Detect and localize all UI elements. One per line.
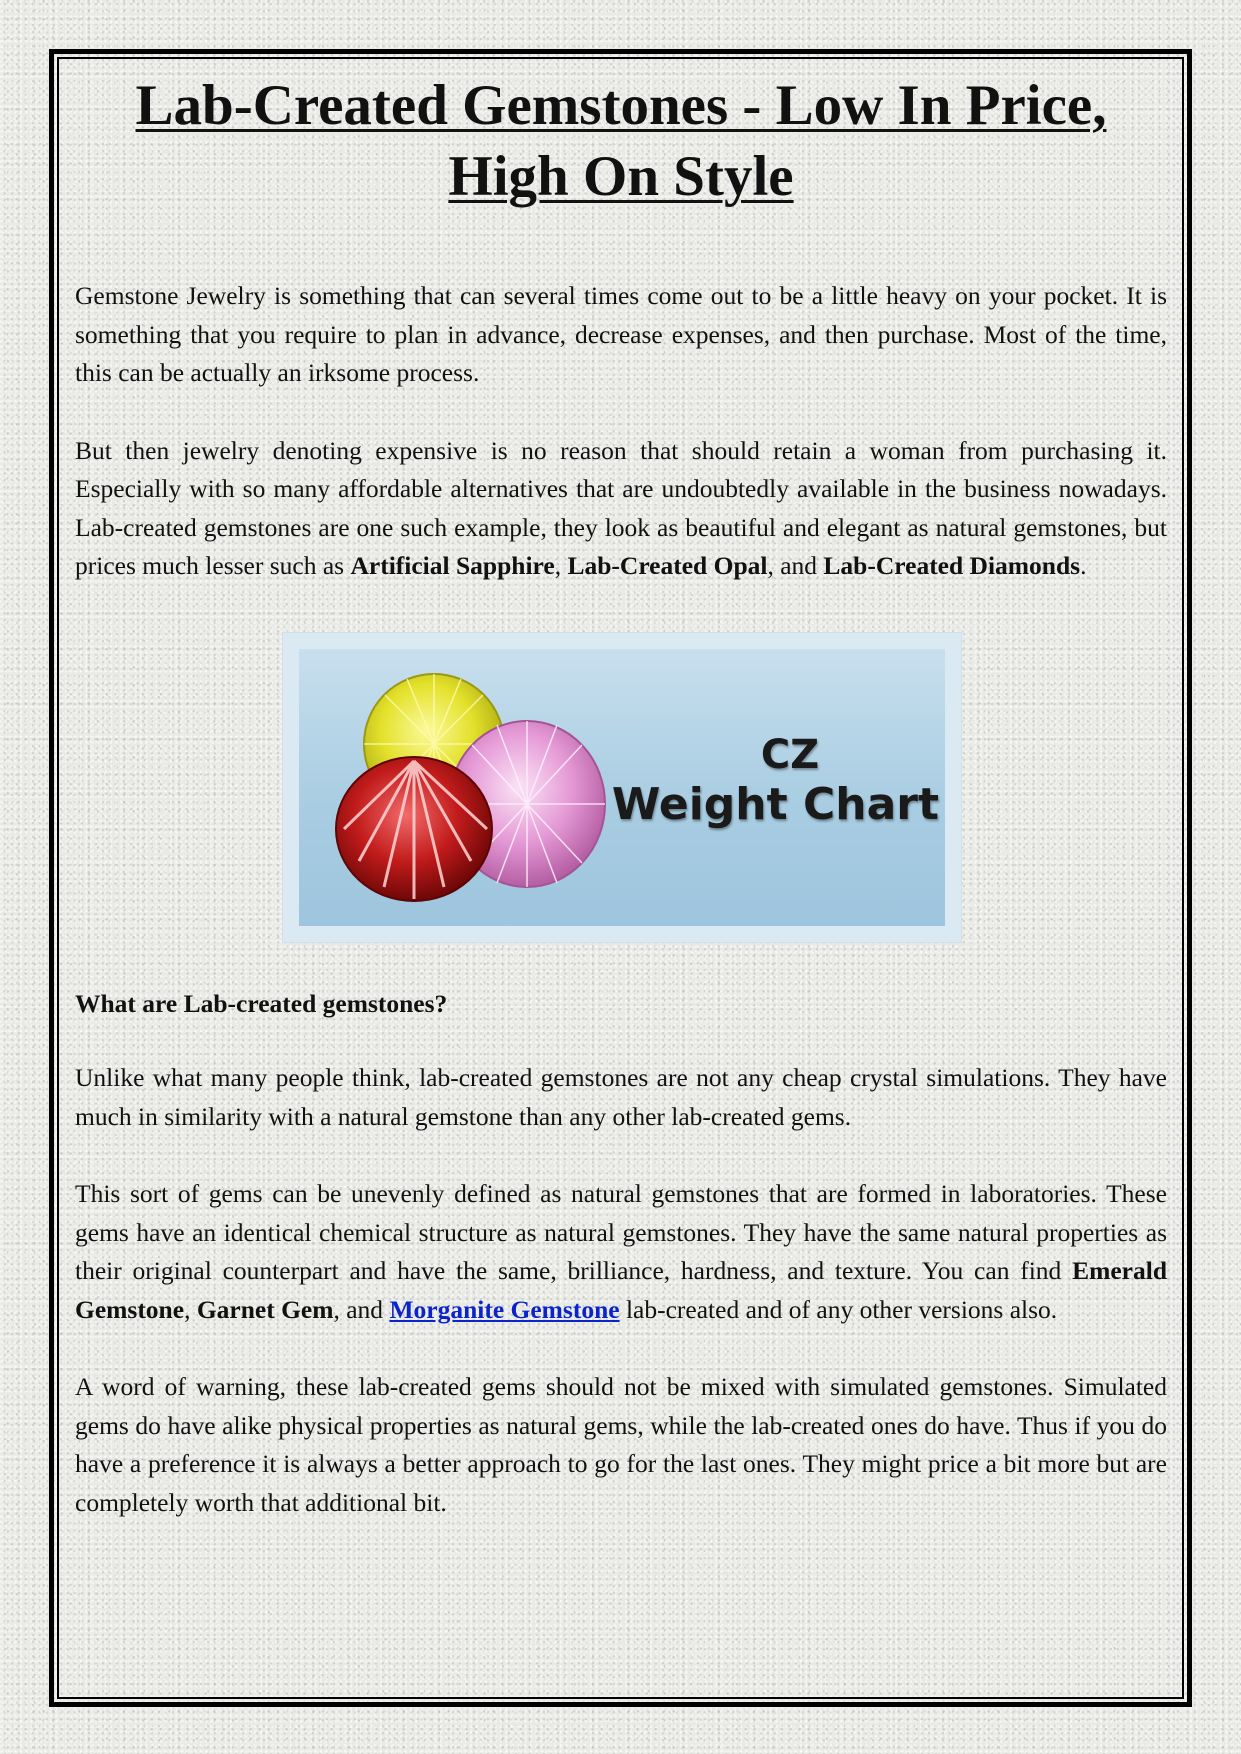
title-line-2: High On Style	[448, 145, 794, 208]
cz-weight-chart-image	[283, 633, 961, 942]
artificial-sapphire-term: Artificial Sapphire	[350, 551, 555, 580]
section-heading: What are Lab-created gemstones?	[75, 988, 448, 1018]
alternatives-paragraph	[75, 432, 1167, 586]
separator: , and	[333, 1294, 390, 1324]
definition-paragraph: Unlike what many people think, lab-created gemstones are not any cheap crystal simulations. They have much in similarity with a natural gemstone than any other lab-created gems.	[75, 1063, 1167, 1131]
document-body	[75, 70, 1167, 1522]
morganite-gemstone-link[interactable]: Morganite Gemstone	[389, 1294, 620, 1324]
properties-paragraph	[75, 1175, 1167, 1329]
separator: ,	[554, 551, 568, 580]
image-panel	[299, 649, 945, 926]
garnet-gem-term: Garnet Gem	[196, 1294, 334, 1324]
page-title	[75, 70, 1167, 212]
lab-created-opal-term: Lab-Created Opal	[567, 551, 768, 580]
properties-text-end: lab-created and of any other versions also.	[619, 1294, 1058, 1324]
emerald-gemstone-term: Emerald Gemstone	[75, 1256, 1167, 1324]
figure-caption-weight-chart: Weight Chart	[611, 778, 939, 830]
alternatives-text: But then jewelry denoting expensive is no reason that should retain a woman from purchasing it. Especially with so many affordable alternatives that are undoubtedly available in the business nowadays. Lab-created gemstones are one such example, they look as beautiful and elegant as natural gemstones, but prices much lesser such as	[75, 435, 1167, 580]
figure-caption-cz: CZ	[760, 731, 820, 778]
sentence-end: .	[1080, 551, 1087, 580]
properties-text: This sort of gems can be unevenly defined as natural gemstones that are formed in laboratories. These gems have an identical chemical structure as natural gemstones. They have the same natural properties as their original counterpart and have the same, brilliance, hardness, and texture. You can find	[75, 1179, 1167, 1285]
warning-paragraph: A word of warning, these lab-created gems should not be mixed with simulated gemstones. Simulated gems do have alike physical properties as natural gems, while the lab-created ones do have. Thus if you do have a preference it is always a better approach to go for the last ones. They might price a bit more but are completely worth that additional bit.	[75, 1372, 1167, 1517]
separator: ,	[184, 1294, 197, 1324]
intro-paragraph: Gemstone Jewelry is something that can several times come out to be a little heavy on your pocket. It is something that you require to plan in advance, decrease expenses, and then purchase. Most of the time, this can be actually an irksome process.	[75, 281, 1167, 387]
lab-created-diamonds-term: Lab-Created Diamonds	[823, 551, 1081, 580]
separator: , and	[767, 551, 824, 580]
red-gem-icon	[336, 757, 492, 901]
title-line-1: Lab-Created Gemstones - Low In Price,	[135, 74, 1107, 137]
